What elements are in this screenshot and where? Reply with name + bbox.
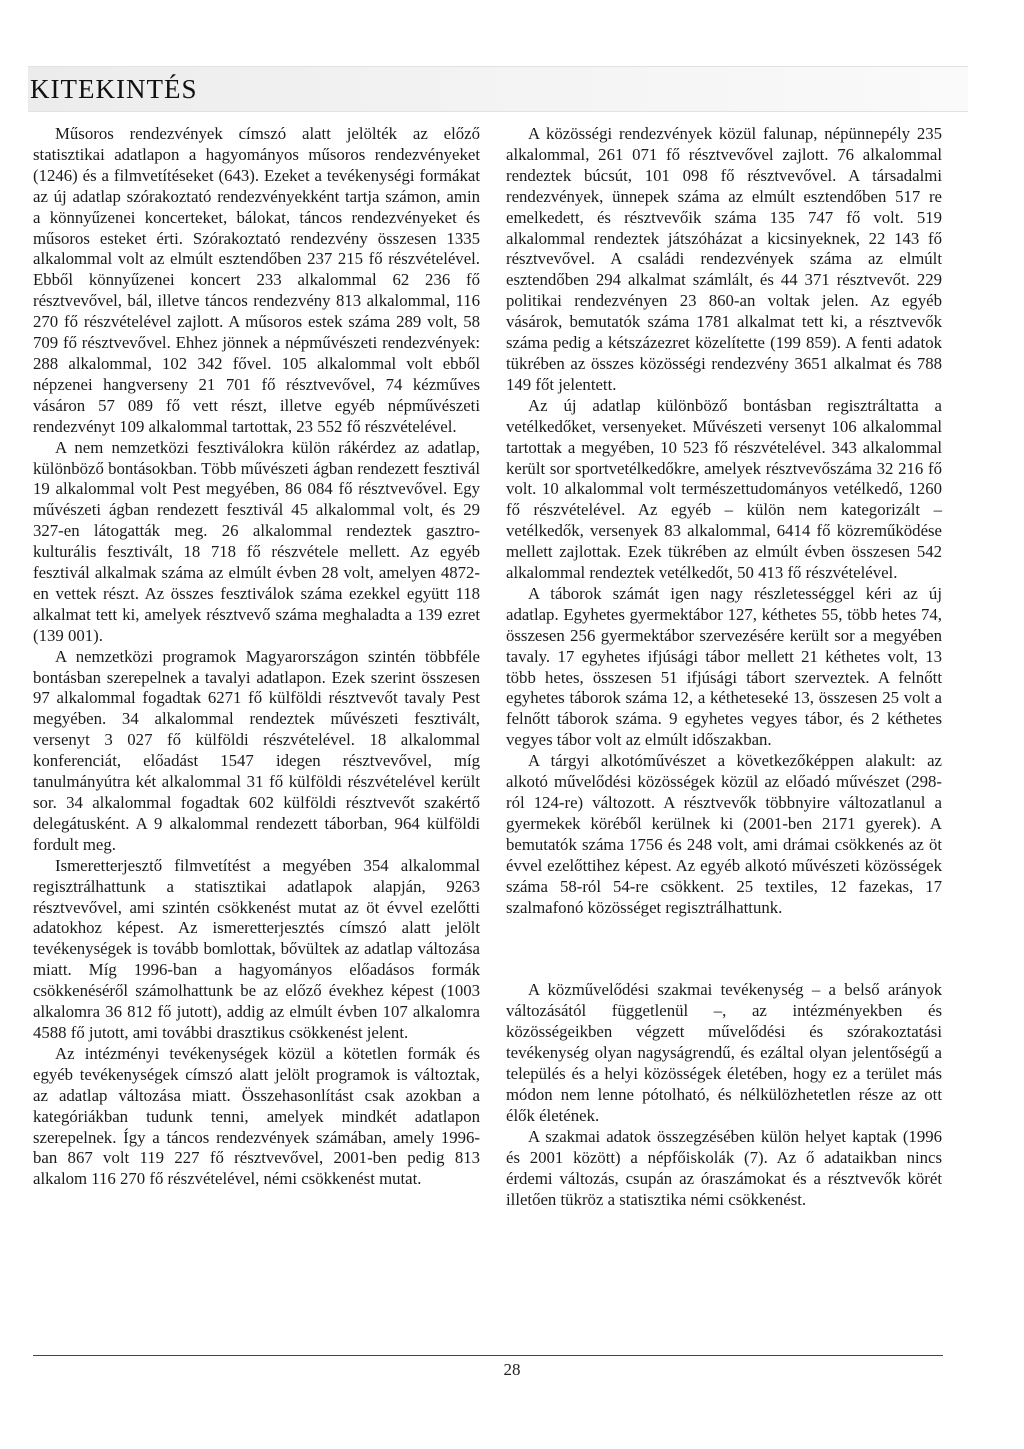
paragraph: A nemzetközi programok Magyarországon szintén többféle bontásban szerepelnek a tavalyi adatlapon. Ezek szerint összesen 97 alkalommal fogadtak 6271 fő külföldi résztvevőt tavaly Pest megyében. 34 alkalommal rendeztek művészeti fesztivált, versenyt 3 027 fő külföldi részvételével. 18 alkalommal konferenciát, előadást 1547 idegen résztvevővel, míg tanulmányútra két alkalommal 31 fő külföldi részvételével került sor. 34 alkalommal fogadtak 602 külföldi résztvevőt szakértő delegátusként. A 9 alkalommal rendezett táborban, 964 külföldi fordult meg.	[33, 646, 480, 854]
paragraph: A közösségi rendezvények közül falunap, népünnepély 235 alkalommal, 261 071 fő résztvevővel zajlott. 76 alkalommal rendeztek búcsút, 101 098 fő résztvevővel. A társadalmi rendezvények, ünnepek száma az elmúlt esztendőben 517 re emelkedett, és résztvevőik száma 135 747 fő volt. 519 alkalommal rendeztek játszóházat a kicsinyeknek, 22 143 fő résztvevővel. A családi rendezvények száma az elmúlt esztendőben 294 alkalmat számlált, és 44 371 résztvevőt. 229 politikai rendezvényen 23 860-an voltak jelen. Az egyéb vásárok, bemutatók száma 1781 alkalmat tett ki, a résztvevők száma pedig a kétszázezret közelítette (199 859). A fenti adatok tükrében az összes közösségi rendezvény 3651 alkalmat és 788 149 főt jelentett.	[506, 124, 942, 394]
paragraph: Az új adatlap különböző bontásban regisztráltatta a vetélkedőket, versenyeket. Művészeti versenyt 106 alkalommal tartottak a megyében, 10 523 fő részvételével. 343 alkalommal került sor sportvetélkedőkre, amelyek résztvevőszáma 32 216 fő volt. 10 alkalommal volt természettudományos vetélkedő, 1260 fő részvételével. Az egyéb – külön nem kategorizált – vetélkedők, versenyek 83 alkalommal, 6414 fő közreműködése mellett zajlottak. Ezek tükrében az elmúlt évben összesen 542 alkalommal rendeztek vetélkedőt, 50 413 fő részvételével.	[506, 395, 942, 583]
paragraph: A tárgyi alkotóművészet a következőképpen alakult: az alkotó művelődési közösségek közül az előadó művészet (298-ról 124-re) változott. A résztvevők többnyire változatlanul a gyermekek köréből kerülnek ki (2001-ben 2171 gyerek). A bemutatók száma 1756 és 248 volt, ami drámai csökkenés az öt évvel ezelőttihez képest. Az egyéb alkotó művészeti közösségek száma 58-ról 54-re csökkent. 25 textiles, 12 fazekas, 17 szalmafonó közösséget regisztrálhattunk.	[506, 751, 942, 917]
paragraph: Ismeretterjesztő filmvetítést a megyében 354 alkalommal regisztrálhattunk a statisztikai adatlapok alapján, 9263 résztvevővel, ami szintén csökkenést mutat az öt évvel ezelőtti adatokhoz képest. Az ismeretterjesztés címszó alatt jelölt tevékenységek is tovább bomlottak, bővültek az adatlap változása miatt. Míg 1996-ban a hagyományos előadásos formák csökkenéséről számolhattunk be az előző évekhez képest (1003 alkalomra 36 812 fő jutott), addig az elmúlt évben 107 alkalomra 4588 fő jutott, ami további drasztikus csökkenést jelent.	[33, 855, 480, 1042]
paragraph: A szakmai adatok összegzésében külön helyet kaptak (1996 és 2001 között) a népfőiskolák (7). Az ő adataikban nincs érdemi változás, csupán az óraszámokat és a résztvevők körét illetően tükröz a statisztika némi csökkenést.	[506, 1126, 942, 1209]
footer-rule	[33, 1355, 943, 1356]
section-title: KITEKINTÉS	[30, 74, 198, 104]
paragraph: A nem nemzetközi fesztiválokra külön rákérdez az adatlap, különböző bontásokban. Több művészeti ágban rendezett fesztivál 19 alkalommal volt Pest megyében, 86 084 fő résztvevővel. Egy művészeti ágban rendezett fesztivál 45 alkalommal volt, és 29 327-en látogatták meg. 26 alkalommal rendeztek gasztro-kulturális fesztivált, 18 718 fő részvétele mellett. Az egyéb fesztivál alkalmak száma az elmúlt évben 28 volt, amelyen 4872-en vettek részt. Az összes fesztiválok száma ezekkel együtt 118 alkalmat tett ki, amelyek résztvevő száma meghaladta a 139 ezret (139 001).	[33, 437, 480, 645]
paragraph: A táborok számát igen nagy részletességgel kéri az új adatlap. Egyhetes gyermektábor 127, kéthetes 55, több hetes 74, összesen 256 gyermektábor szervezésére került sor a megyében tavaly. 17 egyhetes ifjúsági tábor mellett 21 kéthetes volt, 13 több hetes, összesen 51 ifjúsági tábort szerveztek. A felnőtt egyhetes táborok száma 12, a kétheteseké 13, összesen 25 volt a felnőtt táborok száma. 9 egyhetes vegyes tábor, és 2 kéthetes vegyes tábor volt az elmúlt időszakban.	[506, 583, 942, 750]
paragraph: A közművelődési szakmai tevékenység – a belső arányok változásától függetlenül –, az intézményekben és közösségeikben végzett művelődési és szórakoztatási tevékenység olyan nagyságrendű, és ezáltal olyan jelentőségű a település és a helyi közösségek életében, hogy ez a terület más módon nem lenne pótolható, és nélkülözhetetlen része az ott élők életének.	[506, 980, 942, 1125]
paragraph: Műsoros rendezvények címszó alatt jelölték az előző statisztikai adatlapon a hagyományos műsoros rendezvényeket (1246) és a filmvetítéseket (643). Ezeket a tevékenységi formákat az új adatlap szórakoztató rendezvényekként tartja számon, amin a könnyűzenei koncerteket, bálokat, táncos rendezvényeket és műsoros esteket érti. Szórakoztató rendezvény összesen 1335 alkalommal volt az elmúlt esztendőben 237 215 fő részvételével. Ebből könnyűzenei koncert 233 alkalommal 62 236 fő résztvevővel, bál, illetve táncos rendezvény 813 alkalommal, 116 270 fő részvételével zajlott. A műsoros estek száma 289 volt, 58 709 fő résztvevővel. Ehhez jönnek a népművészeti rendezvények: 288 alkalommal, 102 342 fővel. 105 alkalommal volt ebből népzenei hangverseny 21 701 fő résztvevővel, 74 kézműves vásáron 57 089 fő vett részt, illetve egyéb népművészeti rendezvényt 109 alkalommal tartottak, 23 552 fő részvételével.	[33, 124, 480, 436]
left-column	[33, 124, 480, 1190]
paragraph: Az intézményi tevékenységek közül a kötetlen formák és egyéb tevékenységek címszó alatt jelölt programok is változtak, az adatlap változása miatt. Összehasonlítást csak azokban a kategóriákban tudunk tenni, amelyek mindkét adatlapon szerepelnek. Így a táncos rendezvények számában, amely 1996-ban 867 volt 119 227 fő résztvevővel, 2001-ben pedig 813 alkalom 116 270 fő részvételével, némi csökkenést mutat.	[33, 1043, 480, 1189]
right-column	[506, 124, 942, 1210]
page-number: 28	[503, 1360, 521, 1379]
